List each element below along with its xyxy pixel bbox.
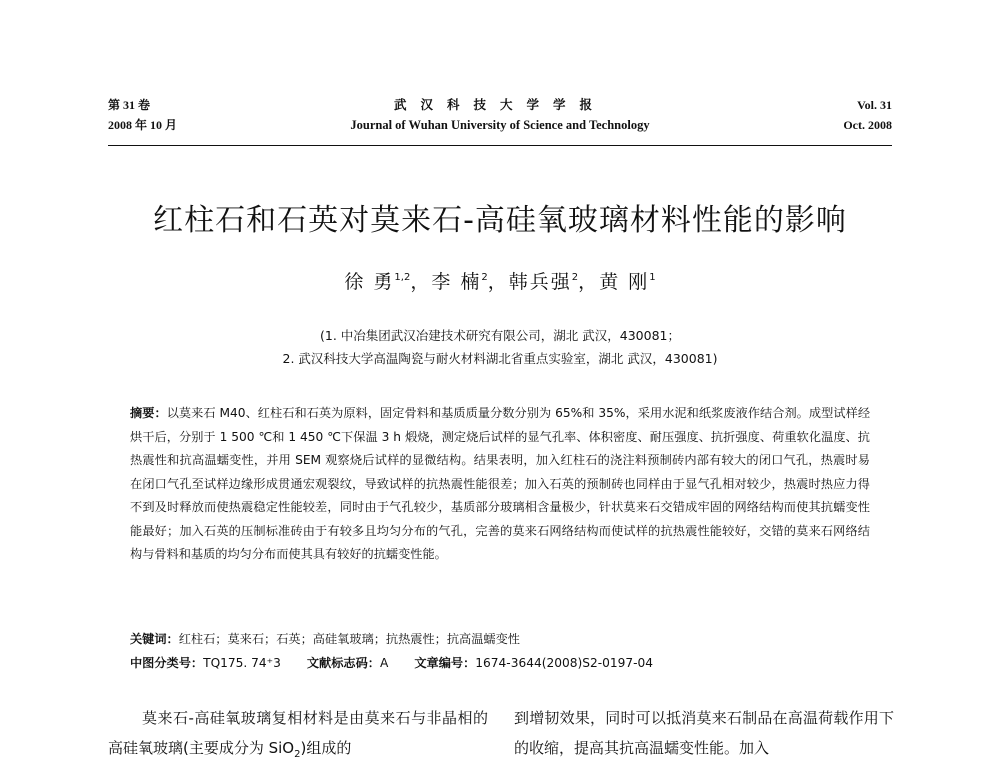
body-left-text-end: )组成的 bbox=[300, 739, 352, 757]
doc-code-label: 文献标志码： bbox=[306, 656, 380, 670]
header-rule bbox=[108, 145, 892, 146]
author-name: 李 楠 bbox=[431, 271, 482, 293]
body-left-text: 莫来石-高硅氧玻璃复相材料是由莫来石与非晶相的高硅氧玻璃(主要成分为 SiO bbox=[108, 709, 488, 757]
volume-cn: 第 31 卷 bbox=[108, 98, 151, 112]
header-right bbox=[843, 95, 892, 135]
keywords bbox=[130, 628, 870, 650]
author-name: 黄 刚 bbox=[599, 271, 650, 293]
affiliation-2: 2. 武汉科技大学高温陶瓷与耐火材料湖北省重点实验室，湖北 武汉，430081) bbox=[282, 351, 718, 366]
body-left-subscript: 2 bbox=[294, 749, 301, 760]
keywords-label: 关键词： bbox=[130, 632, 179, 646]
author-name: 韩兵强 bbox=[508, 271, 572, 293]
article-number-value: 1674-3644(2008)S2-0197-04 bbox=[475, 656, 654, 670]
date-cn: 2008 年 10 月 bbox=[108, 118, 178, 132]
clc-value: TQ175. 74⁺3 bbox=[203, 656, 281, 670]
header-left bbox=[108, 95, 177, 135]
affiliation-1: (1. 中冶集团武汉冶建技术研究有限公司，湖北 武汉，430081； bbox=[320, 328, 680, 343]
author-affil-mark: 2 bbox=[571, 272, 579, 283]
clc-label: 中图分类号： bbox=[130, 656, 204, 670]
volume-en: Vol. 31 bbox=[857, 98, 892, 112]
header-center bbox=[250, 95, 750, 135]
paper-title: 红柱石和石英对莫来石-高硅氧玻璃材料性能的影响 bbox=[153, 203, 847, 238]
author-affil-mark: 1 bbox=[649, 272, 656, 283]
journal-name-en: Journal of Wuhan University of Science and Technology bbox=[350, 118, 650, 132]
abstract-text: 以莫来石 M40、红柱石和石英为原料，固定骨料和基质质量分数分别为 65%和 35%，采用水泥和纸浆废液作结合剂。成型试样经烘干后，分别于 1 500 ℃和 1 450 ℃下保温 3 h 煅烧，测定烧后试样的显气孔率、体积密度、耐压强度、抗折强度、荷重软化温度、抗热震性和抗高温蠕变性，并用 SEM 观察烧后试样的显微结构。结果表明，加入红柱石的浇注料预制砖内部有较大的闭口气孔，热震时易在闭口气孔至试样边缘形成贯通宏观裂纹，导致试样的抗热震性能很差；加入石英的预制砖也同样由于显气孔相对较少，热震时热应力得不到及时释放而使热震稳定性能较差，同时由于气孔较少，基质部分玻璃相含量极少，针状莫来石交错成牢固的网络结构而使其抗蠕变性能最好；加入石英的压制标准砖由于有较多且均匀分布的气孔，完善的莫来石网络结构而使试样的抗热震性能较好，交错的莫来石网络结构与骨料和基质的均匀分布而使其具有较好的抗蠕变性能。 bbox=[130, 406, 871, 561]
journal-name-cn: 武汉科技大学学报 bbox=[393, 98, 606, 112]
body-column-right: 到增韧效果，同时可以抵消莫来石制品在高温荷载作用下的收缩，提高其抗高温蠕变性能。加入 bbox=[514, 709, 894, 757]
keywords-text: 红柱石；莫来石；石英；高硅氧玻璃；抗热震性；抗高温蠕变性 bbox=[178, 632, 520, 646]
author-list bbox=[200, 267, 800, 294]
author-separator: ， bbox=[578, 271, 600, 293]
date-en: Oct. 2008 bbox=[843, 118, 892, 132]
author-separator: ， bbox=[487, 271, 509, 293]
abstract-label: 摘要： bbox=[130, 406, 167, 420]
author-affil-mark: 2 bbox=[481, 272, 488, 283]
author-name: 徐 勇 bbox=[344, 271, 395, 293]
doc-code-value: A bbox=[380, 656, 389, 670]
article-number-label: 文章编号： bbox=[414, 656, 476, 670]
author-separator: ， bbox=[410, 271, 432, 293]
classification-line bbox=[130, 652, 870, 674]
abstract bbox=[130, 402, 870, 567]
author-affil-mark: 1,2 bbox=[394, 272, 411, 283]
